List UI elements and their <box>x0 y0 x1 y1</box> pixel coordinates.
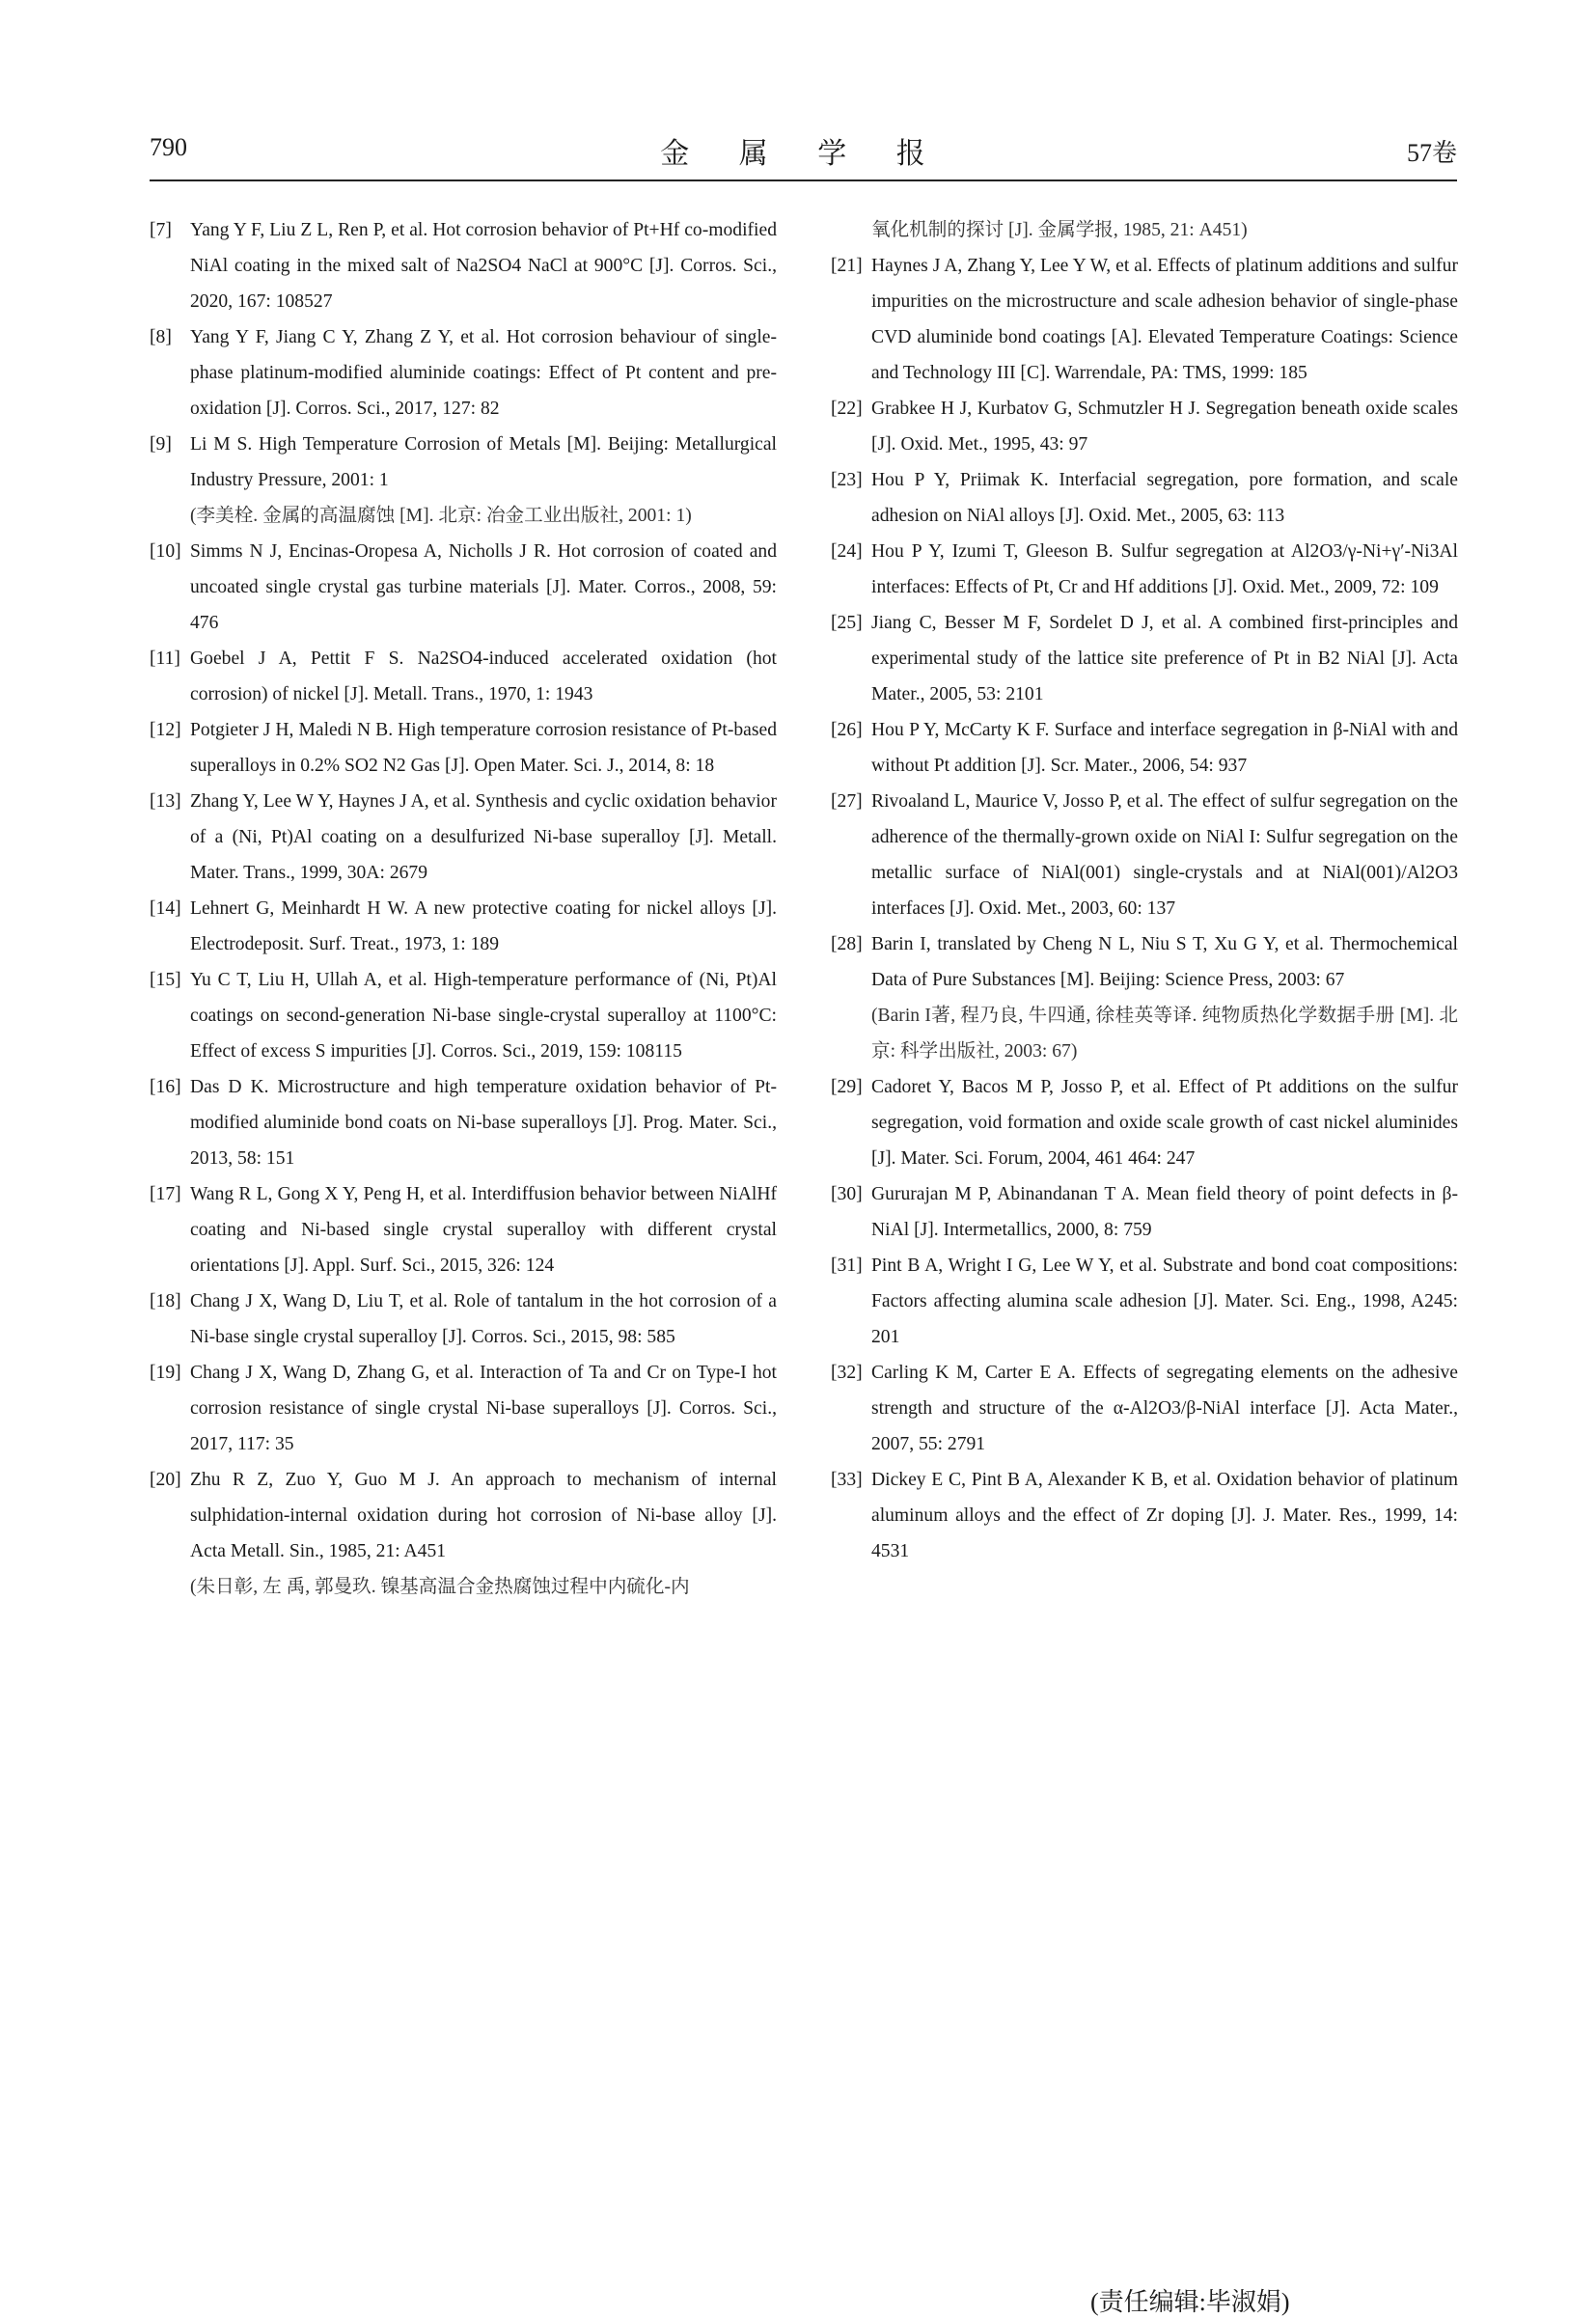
reference-item <box>831 926 1458 1069</box>
reference-number: [33] <box>831 1470 863 1490</box>
reference-text: Chang J X, Wang D, Liu T, et al. Role of tantalum in the hot corrosion of a Ni-base single crystal superalloy [J]. Corros. Sci., 2015, 98: 585 <box>190 1291 777 1347</box>
reference-number: [27] <box>831 791 863 812</box>
reference-item <box>150 319 777 427</box>
reference-number: [7] <box>150 220 172 240</box>
reference-text: Das D K. Microstructure and high temperature oxidation behavior of Pt-modified aluminide bond coats on Ni-base superalloys [J]. Prog. Mater. Sci., 2013, 58: 151 <box>190 1077 777 1169</box>
header-rule <box>150 179 1457 181</box>
reference-text: Grabkee H J, Kurbatov G, Schmutzler H J. Segregation beneath oxide scales [J]. Oxid. Met., 1995, 43: 97 <box>871 399 1458 455</box>
reference-number: [12] <box>150 720 181 740</box>
reference-item <box>150 1176 777 1283</box>
reference-number: [22] <box>831 399 863 419</box>
reference-number: [24] <box>831 541 863 562</box>
reference-item <box>831 1069 1458 1176</box>
reference-chinese-text: (李美栓. 金属的高温腐蚀 [M]. 北京: 冶金工业出版社, 2001: 1) <box>190 506 692 526</box>
reference-number: [31] <box>831 1256 863 1276</box>
reference-item <box>150 784 777 891</box>
reference-number: [11] <box>150 648 180 669</box>
reference-text: Zhang Y, Lee W Y, Haynes J A, et al. Synthesis and cyclic oxidation behavior of a (Ni, Pt)Al coating on a desulfurized Ni-base superalloy [J]. Metall. Mater. Trans., 1999, 30A: 2679 <box>190 791 777 883</box>
reference-item <box>831 712 1458 784</box>
reference-item <box>831 534 1458 605</box>
reference-number: [13] <box>150 791 181 812</box>
reference-number: [21] <box>831 256 863 276</box>
page-number: 790 <box>150 133 187 161</box>
reference-item <box>150 427 777 534</box>
reference-chinese-text: (Barin I著, 程乃良, 牛四通, 徐桂英等译. 纯物质热化学数据手册 [M]. 北京: 科学出版社, 2003: 67) <box>871 1006 1458 1062</box>
reference-text: Yu C T, Liu H, Ullah A, et al. High-temperature performance of (Ni, Pt)Al coatings on second-generation Ni-base single-crystal superalloy at 1100°C: Effect of excess S impurities [J]. Corros. Sci., 2019, 159: 108115 <box>190 970 777 1062</box>
reference-item <box>150 1462 777 1605</box>
reference-text: Hou P Y, Priimak K. Interfacial segregation, pore formation, and scale adhesion on NiAl alloys [J]. Oxid. Met., 2005, 63: 113 <box>871 470 1458 526</box>
reference-number: [10] <box>150 541 181 562</box>
reference-item <box>150 641 777 712</box>
reference-item <box>831 1462 1458 1569</box>
reference-item <box>831 605 1458 712</box>
reference-item <box>150 1283 777 1355</box>
reference-text: Simms N J, Encinas-Oropesa A, Nicholls J R. Hot corrosion of coated and uncoated single crystal gas turbine materials [J]. Mater. Corros., 2008, 59: 476 <box>190 541 777 633</box>
reference-item <box>150 712 777 784</box>
reference-item <box>150 891 777 962</box>
reference-text: Gururajan M P, Abinandanan T A. Mean field theory of point defects in β-NiAl [J]. Intermetallics, 2000, 8: 759 <box>871 1184 1458 1240</box>
reference-number: [25] <box>831 613 863 633</box>
reference-text: Chang J X, Wang D, Zhang G, et al. Interaction of Ta and Cr on Type-I hot corrosion resistance of single crystal Ni-base superalloys [J]. Corros. Sci., 2017, 117: 35 <box>190 1363 777 1454</box>
reference-item <box>150 212 777 319</box>
editor-note: (责任编辑:毕淑娟) <box>1090 2288 1290 2316</box>
reference-item <box>831 391 1458 462</box>
reference-text: Yang Y F, Jiang C Y, Zhang Z Y, et al. Hot corrosion behaviour of single-phase platinum-modified aluminide coatings: Effect of Pt content and pre-oxidation [J]. Corros. Sci., 2017, 127: 82 <box>190 327 777 419</box>
reference-item <box>831 212 1458 248</box>
reference-item <box>831 1355 1458 1462</box>
reference-text: Barin I, translated by Cheng N L, Niu S T, Xu G Y, et al. Thermochemical Data of Pure Substances [M]. Beijing: Science Press, 2003: 67 <box>871 934 1458 990</box>
reference-text: Wang R L, Gong X Y, Peng H, et al. Interdiffusion behavior between NiAlHf coating and Ni-based single crystal superalloy with different crystal orientations [J]. Appl. Surf. Sci., 2015, 326: 124 <box>190 1184 777 1276</box>
reference-text: Yang Y F, Liu Z L, Ren P, et al. Hot corrosion behavior of Pt+Hf co-modified NiAl coating in the mixed salt of Na2SO4 NaCl at 900°C [J]. Corros. Sci., 2020, 167: 108527 <box>190 220 777 312</box>
reference-chinese-text: 氧化机制的探讨 [J]. 金属学报, 1985, 21: A451) <box>871 220 1248 240</box>
reference-number: [14] <box>150 898 181 919</box>
reference-text: Zhu R Z, Zuo Y, Guo M J. An approach to mechanism of internal sulphidation-internal oxidation during hot corrosion of Ni-base alloy [J]. Acta Metall. Sin., 1985, 21: A451 <box>190 1470 777 1561</box>
reference-text: Jiang C, Besser M F, Sordelet D J, et al. A combined first-principles and experimental study of the lattice site preference of Pt in B2 NiAl [J]. Acta Mater., 2005, 53: 2101 <box>871 613 1458 704</box>
reference-text: Li M S. High Temperature Corrosion of Metals [M]. Beijing: Metallurgical Industry Pressure, 2001: 1 <box>190 434 777 490</box>
reference-item <box>831 248 1458 391</box>
reference-text: Hou P Y, Izumi T, Gleeson B. Sulfur segregation at Al2O3/γ-Ni+γ′-Ni3Al interfaces: Effects of Pt, Cr and Hf additions [J]. Oxid. Met., 2009, 72: 109 <box>871 541 1458 597</box>
reference-number: [28] <box>831 934 863 954</box>
reference-item <box>150 1069 777 1176</box>
reference-number: [17] <box>150 1184 181 1204</box>
reference-chinese-text: (朱日彰, 左 禹, 郭曼玖. 镍基高温合金热腐蚀过程中内硫化-内 <box>190 1577 690 1597</box>
reference-text: Carling K M, Carter E A. Effects of segregating elements on the adhesive strength and structure of the α-Al2O3/β-NiAl interface [J]. Acta Mater., 2007, 55: 2791 <box>871 1363 1458 1454</box>
reference-number: [20] <box>150 1470 181 1490</box>
reference-number: [32] <box>831 1363 863 1383</box>
reference-item <box>831 784 1458 926</box>
reference-number: [23] <box>831 470 863 490</box>
reference-text: Lehnert G, Meinhardt H W. A new protective coating for nickel alloys [J]. Electrodeposit. Surf. Treat., 1973, 1: 189 <box>190 898 777 954</box>
reference-item <box>831 1176 1458 1248</box>
reference-number: [19] <box>150 1363 181 1383</box>
reference-number: [16] <box>150 1077 181 1097</box>
reference-number: [26] <box>831 720 863 740</box>
reference-number: [9] <box>150 434 172 455</box>
reference-text: Dickey E C, Pint B A, Alexander K B, et al. Oxidation behavior of platinum aluminum alloys and the effect of Zr doping [J]. J. Mater. Res., 1999, 14: 4531 <box>871 1470 1458 1561</box>
reference-text: Cadoret Y, Bacos M P, Josso P, et al. Effect of Pt additions on the sulfur segregation, void formation and oxide scale growth of cast nickel aluminides [J]. Mater. Sci. Forum, 2004, 461 464: 247 <box>871 1077 1458 1169</box>
references-left-column <box>150 212 777 1605</box>
reference-number: [29] <box>831 1077 863 1097</box>
reference-text: Potgieter J H, Maledi N B. High temperature corrosion resistance of Pt-based superalloys in 0.2% SO2 N2 Gas [J]. Open Mater. Sci. J., 2014, 8: 18 <box>190 720 777 776</box>
reference-item <box>831 462 1458 534</box>
reference-text: Hou P Y, McCarty K F. Surface and interface segregation in β-NiAl with and without Pt addition [J]. Scr. Mater., 2006, 54: 937 <box>871 720 1458 776</box>
reference-item <box>831 1248 1458 1355</box>
reference-number: [8] <box>150 327 172 347</box>
volume-label: 57卷 <box>1406 139 1457 167</box>
reference-number: [15] <box>150 970 181 990</box>
reference-item <box>150 534 777 641</box>
reference-item <box>150 1355 777 1462</box>
reference-text: Rivoaland L, Maurice V, Josso P, et al. The effect of sulfur segregation on the adherence of the thermally-grown oxide on NiAl I: Sulfur segregation on the metallic surface of NiAl(001) single-crystals and at NiAl(001)/Al2O3 interfaces [J]. Oxid. Met., 2003, 60: 137 <box>871 791 1458 919</box>
journal-title: 金 属 学 报 <box>660 138 947 170</box>
reference-text: Haynes J A, Zhang Y, Lee Y W, et al. Effects of platinum additions and sulfur impurities on the microstructure and scale adhesion behavior of single-phase CVD aluminide bond coatings [A]. Elevated Temperature Coatings: Science and Technology III [C]. Warrendale, PA: TMS, 1999: 185 <box>871 256 1458 383</box>
references-right-column <box>831 212 1458 1569</box>
reference-item <box>150 962 777 1069</box>
reference-number: [18] <box>150 1291 181 1311</box>
reference-number: [30] <box>831 1184 863 1204</box>
reference-text: Goebel J A, Pettit F S. Na2SO4-induced accelerated oxidation (hot corrosion) of nickel [J]. Metall. Trans., 1970, 1: 1943 <box>190 648 777 704</box>
page-header <box>150 133 1457 179</box>
reference-text: Pint B A, Wright I G, Lee W Y, et al. Substrate and bond coat compositions: Factors affecting alumina scale adhesion [J]. Mater. Sci. Eng., 1998, A245: 201 <box>871 1256 1458 1347</box>
